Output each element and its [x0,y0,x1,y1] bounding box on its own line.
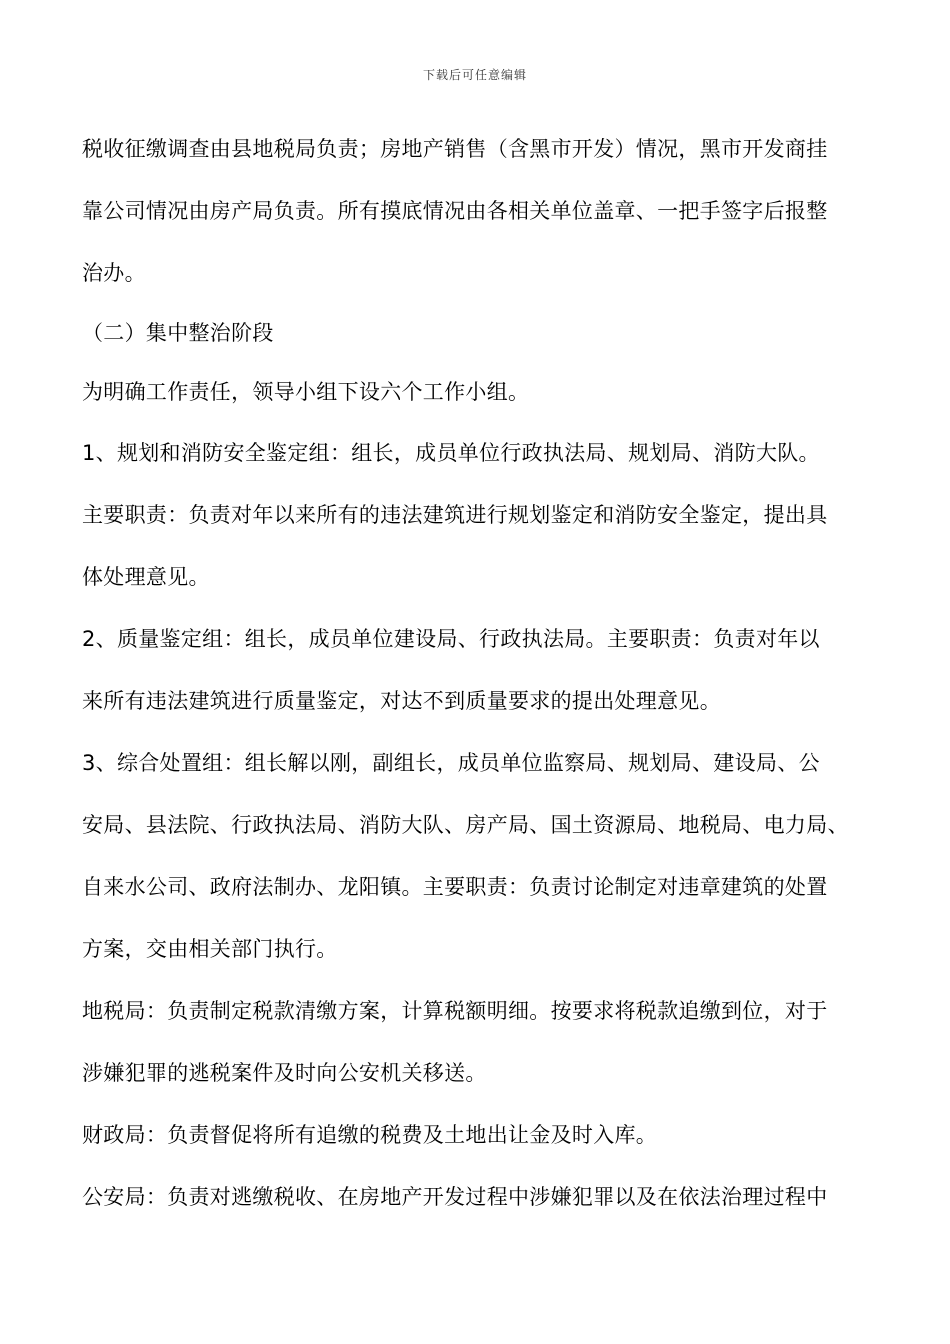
text-line: 地税局：负责制定税款清缴方案，计算税额明细。按要求将税款追缴到位，对于 [82,999,828,1023]
text-line: 涉嫌犯罪的逃税案件及时向公安机关移送。 [82,1061,487,1085]
text-line: 1、规划和消防安全鉴定组：组长，成员单位行政执法局、规划局、消防大队。 [82,441,820,465]
text-line: 方案，交由相关部门执行。 [82,937,338,961]
text-line: 2、质量鉴定组：组长，成员单位建设局、行政执法局。主要职责：负责对年以 [82,627,820,651]
text-line: 财政局：负责督促将所有追缴的税费及土地出让金及时入库。 [82,1123,658,1147]
text-line: 来所有违法建筑进行质量鉴定，对达不到质量要求的提出处理意见。 [82,689,721,713]
text-line: 主要职责：负责对年以来所有的违法建筑进行规划鉴定和消防安全鉴定，提出具 [82,503,828,527]
text-line: 治办。 [82,261,146,285]
text-line: 为明确工作责任，领导小组下设六个工作小组。 [82,380,530,404]
document-body [82,118,882,1228]
page-header-note: 下载后可任意编辑 [422,68,527,82]
text-line: 靠公司情况由房产局负责。所有摸底情况由各相关单位盖章、一把手签字后报整 [82,199,828,223]
text-line: 公安局：负责对逃缴税收、在房地产开发过程中涉嫌犯罪以及在依法治理过程中 [82,1185,828,1209]
text-line: 体处理意见。 [82,565,210,589]
text-line: 3、综合处置组：组长解以刚，副组长，成员单位监察局、规划局、建设局、公 [82,751,820,775]
text-line: 安局、县法院、行政执法局、消防大队、房产局、国土资源局、地税局、电力局、 [82,813,849,837]
section-heading: （二）集中整治阶段 [82,321,274,345]
text-line: 税收征缴调查由县地税局负责；房地产销售（含黑市开发）情况，黑市开发商挂 [82,137,828,161]
text-line: 自来水公司、政府法制办、龙阳镇。主要职责：负责讨论制定对违章建筑的处置 [82,875,828,899]
